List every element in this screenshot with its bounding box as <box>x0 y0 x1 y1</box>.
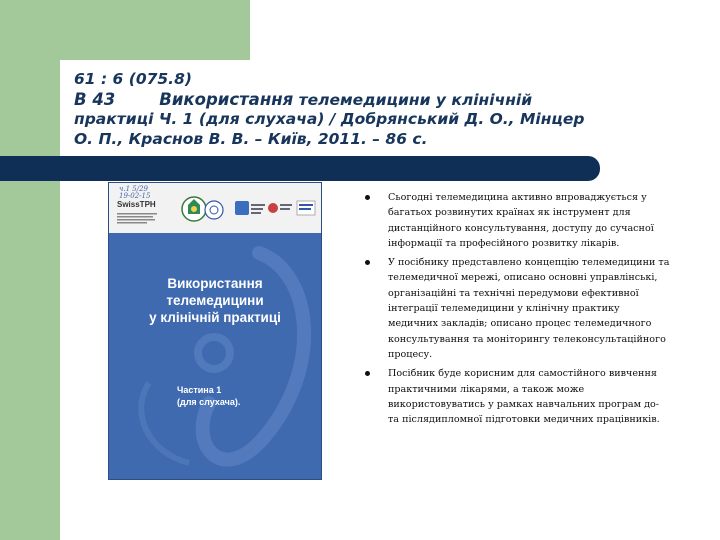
green-side-band <box>0 0 60 540</box>
title-line-2-rest: телемедицини у клінічній <box>298 90 533 109</box>
ministry-logo-icon <box>235 201 265 215</box>
navy-divider-bar <box>0 156 600 181</box>
cover-title-line: Використання <box>167 276 263 291</box>
bullet-dot-icon <box>365 260 370 265</box>
bullet-text: У посібнику представлено концепцію телемедицини та телемедичної мережі, описано основні управлінські, організаційні та технічні передумови ефективної інтеграції телемедицини у клінічну практику медичних закладів; описано процес телемедичного консультування та моніторингу телеконсультаційного процесу. <box>388 257 670 360</box>
telemed-logo-icon <box>268 201 315 215</box>
bullet-item <box>360 255 672 362</box>
bullet-item <box>360 366 672 427</box>
bullet-text: Посібник буде корисним для самостійного вивчення практичними лікарями, а також може використовуватись у рамках навчальних програм до- та післядипломної підготовки медичних працівників. <box>388 368 660 426</box>
emblem-icon <box>182 197 206 221</box>
title-line-3: практиці Ч. 1 (для слухача) / Добрянський Д. О., Мінцер <box>74 110 585 128</box>
cover-part-label <box>177 384 317 408</box>
cover-part-line: Частина 1 <box>177 385 222 395</box>
cover-title-line: телемедицини <box>166 293 264 308</box>
slide-title <box>74 70 674 149</box>
book-name-bold: Використання <box>159 89 294 109</box>
udc-code: 61 : 6 (075.8) <box>74 70 192 88</box>
description-bullet-list <box>360 190 672 431</box>
library-code: В 43 <box>74 89 116 109</box>
swiss-tph-logo: SwissTPH <box>117 200 156 209</box>
cover-title-line: у клінічній практиці <box>149 310 281 325</box>
cover-title <box>109 275 321 326</box>
cover-part-line: (для слухача). <box>177 397 241 407</box>
title-line-2 <box>74 90 674 111</box>
handwritten-note: ч.1 5/29 19-02-15 <box>119 185 151 200</box>
title-line-4: О. П., Краснов В. В. – Київ, 2011. – 86 с. <box>74 129 428 148</box>
bullet-dot-icon <box>365 371 370 376</box>
globe-logo-icon <box>205 201 223 219</box>
cover-decoration <box>109 183 321 479</box>
bullet-dot-icon <box>365 195 370 200</box>
bullet-item <box>360 190 672 251</box>
book-cover-image <box>109 183 321 479</box>
bullet-text: Сьогодні телемедицина активно впроваджується у багатьох розвинутих країнах як інструмент для дистанційного консультування, доступу до сучасної інформації та професійного розвитку лікарів. <box>388 192 654 249</box>
